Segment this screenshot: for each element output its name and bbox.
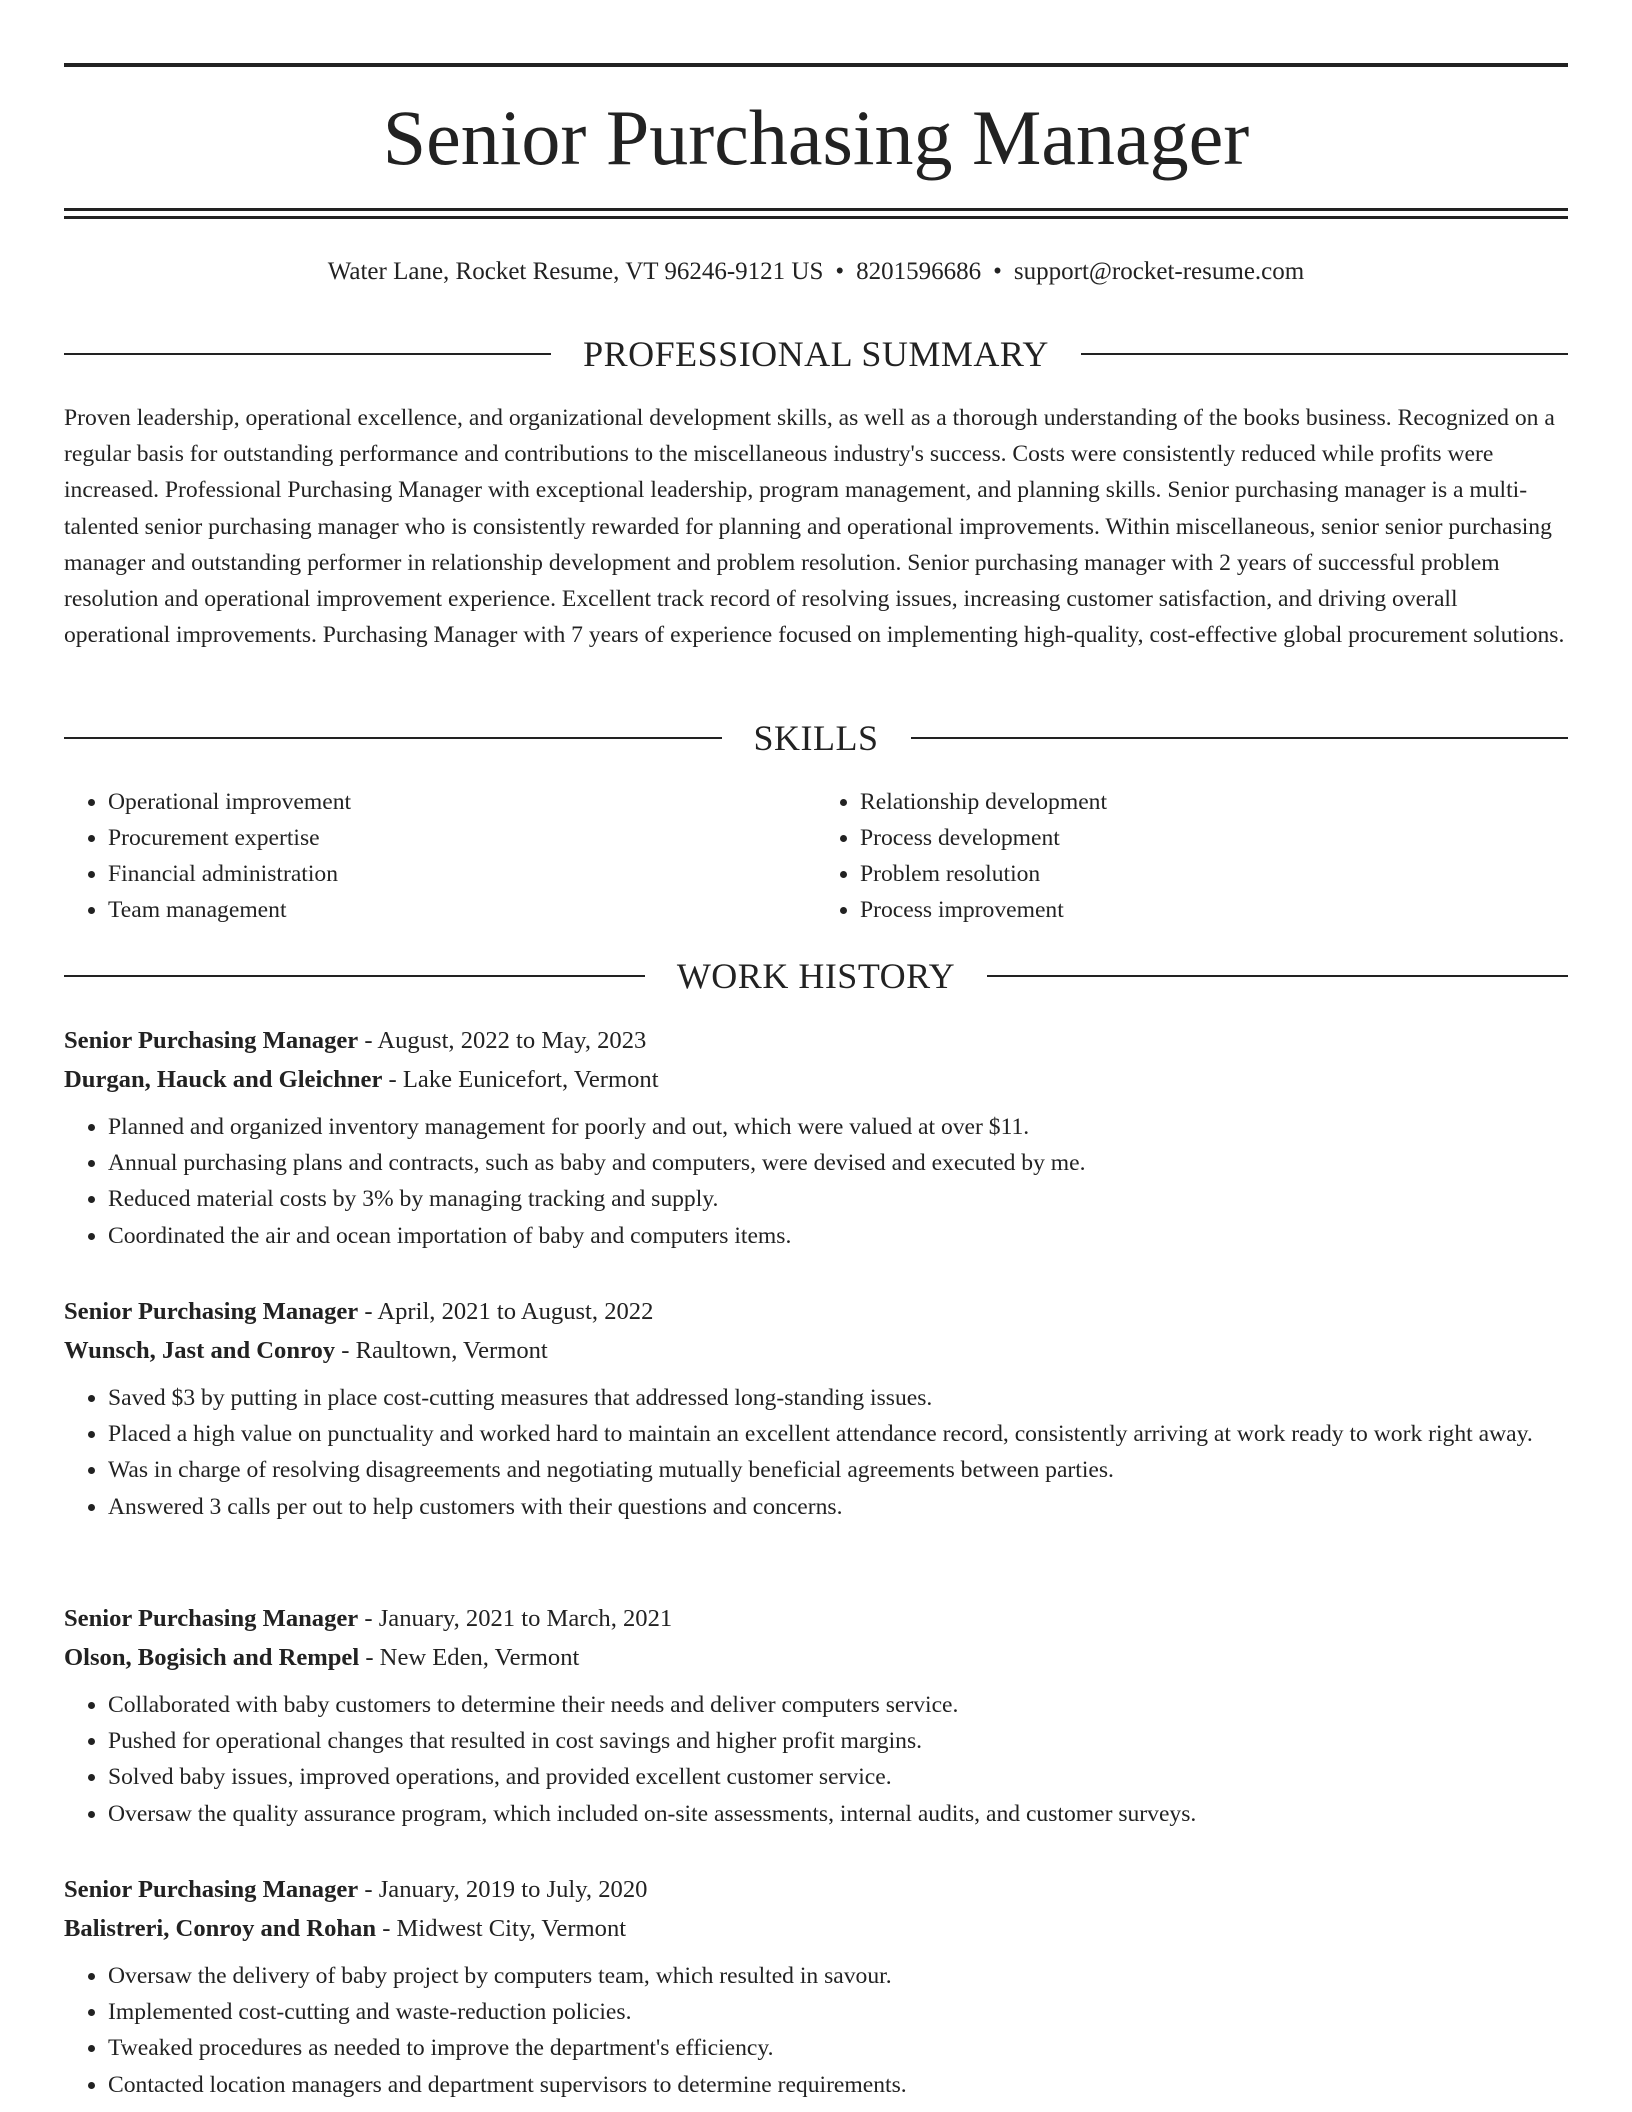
skill-item: • Relationship development [860,784,1568,820]
section-heading-summary [64,334,1568,374]
contact-address: Water Lane, Rocket Resume, VT 96246-9121 US [327,258,824,285]
contact-separator: • [993,258,1002,285]
heading-label: WORK HISTORY [676,956,956,996]
job-bullet: • Tweaked procedures as needed to improve the department's efficiency. [108,2030,1568,2066]
job-title: Senior Purchasing Manager [64,1298,359,1325]
heading-rule-right [987,975,1568,977]
job-bullet: • Placed a high value on punctuality and worked hard to maintain an excellent attendance record, consistently arriving at work ready to work right away. [108,1416,1568,1452]
heading-rule-left [64,737,722,739]
skill-item: • Financial administration [108,856,816,892]
job-company-line [64,1331,1568,1370]
job-bullet: • Contacted location managers and department supervisors to determine requirements. [108,2067,1568,2103]
contact-separator: • [835,258,845,285]
contact-email: support@rocket-resume.com [1013,258,1305,285]
job-bullet: • Reduced material costs by 3% by managing tracking and supply. [108,1181,1568,1217]
job-company-line [64,1638,1568,1677]
summary-text: Proven leadership, operational excellence, and organizational development skills, as well as a thorough understanding of the books business. Recognized on a regular basis for outstanding performance and contributions to the miscellaneous industry's success. Costs were consistently reduced while profits were increased. Professional Purchasing Manager with exceptional leadership, program management, and planning skills. Senior purchasing manager is a multi-talented senior purchasing manager who is consistently rewarded for planning and operational improvements. Within miscellaneous, senior senior purchasing manager and outstanding performer in relationship development and problem resolution. Senior purchasing manager with 2 years of successful problem resolution and operational improvement experience. Excellent track record of resolving issues, increasing customer satisfaction, and driving overall operational improvements. Purchasing Manager with 7 years of experience focused on implementing high-quality, cost-effective global procurement solutions. [64,405,1565,649]
job-dates: - January, 2019 to July, 2020 [364,1876,648,1903]
skills-list [64,784,1568,928]
heading-rule-left [64,353,551,355]
job-bullet: • Oversaw the quality assurance program, which included on-site assessments, internal audits, and customer surveys. [108,1796,1568,1832]
skill-item: • Operational improvement [108,784,816,820]
job-bullet: • Solved baby issues, improved operations, and provided excellent customer service. [108,1759,1568,1795]
section-heading-work-history [64,956,1568,996]
job-entry [64,1870,1568,2103]
job-title: Senior Purchasing Manager [64,1605,359,1632]
job-bullet: • Collaborated with baby customers to determine their needs and deliver computers service. [108,1687,1568,1723]
job-dates: - April, 2021 to August, 2022 [364,1298,654,1325]
job-bullet: • Answered 3 calls per out to help customers with their questions and concerns. [108,1489,1568,1525]
job-bullets [64,1958,1568,2103]
job-company-line [64,1060,1568,1099]
skill-item: • Process improvement [860,892,1568,928]
job-bullet: • Saved $3 by putting in place cost-cutting measures that addressed long-standing issues. [108,1380,1568,1416]
job-entry [64,1599,1568,1832]
title-rule-upper [64,208,1568,211]
heading-rule-right [911,737,1569,739]
job-title-line [64,1870,1568,1909]
skill-item: • Problem resolution [860,856,1568,892]
top-rule [64,63,1568,67]
job-bullets [64,1687,1568,1832]
job-bullet: • Implemented cost-cutting and waste-reduction policies. [108,1994,1568,2030]
skill-item: • Process development [860,820,1568,856]
heading-rule-right [1081,353,1568,355]
job-company-line [64,1909,1568,1948]
job-dates: - January, 2021 to March, 2021 [364,1605,673,1632]
job-bullet: • Pushed for operational changes that resulted in cost savings and higher profit margins. [108,1723,1568,1759]
job-title: Senior Purchasing Manager [64,1027,359,1054]
contact-line [64,254,1568,290]
heading-rule-left [64,975,645,977]
title-rule-lower [64,216,1568,219]
job-bullet: • Planned and organized inventory management for poorly and out, which were valued at over $11. [108,1109,1568,1145]
skill-item: • Procurement expertise [108,820,816,856]
job-location: - Lake Eunicefort, Vermont [388,1066,659,1093]
job-entry [64,1292,1568,1525]
heading-label: SKILLS [753,718,879,758]
skills-column-left [64,784,816,928]
job-title: Senior Purchasing Manager [64,1876,359,1903]
resume-title: Senior Purchasing Manager [382,94,1250,181]
job-location: - Raultown, Vermont [341,1337,548,1364]
job-location: - Midwest City, Vermont [382,1915,627,1942]
job-company: Balistreri, Conroy and Rohan [64,1915,377,1942]
skill-item: • Team management [108,892,816,928]
heading-label: PROFESSIONAL SUMMARY [583,334,1049,374]
job-bullet: • Was in charge of resolving disagreements and negotiating mutually beneficial agreements between parties. [108,1452,1568,1488]
job-company: Olson, Bogisich and Rempel [64,1644,360,1671]
job-title-line [64,1292,1568,1331]
job-bullet: • Coordinated the air and ocean importation of baby and computers items. [108,1218,1568,1254]
job-bullets [64,1109,1568,1254]
job-bullet: • Annual purchasing plans and contracts, such as baby and computers, were devised and executed by me. [108,1145,1568,1181]
job-title-line [64,1599,1568,1638]
contact-phone: 8201596686 [856,258,982,285]
job-entry [64,1021,1568,1254]
job-company: Wunsch, Jast and Conroy [64,1337,336,1364]
section-heading-skills [64,718,1568,758]
job-dates: - August, 2022 to May, 2023 [364,1027,647,1054]
job-bullet: • Oversaw the delivery of baby project by computers team, which resulted in savour. [108,1958,1568,1994]
job-company: Durgan, Hauck and Gleichner [64,1066,383,1093]
job-bullets [64,1380,1568,1525]
job-location: - New Eden, Vermont [365,1644,580,1671]
job-title-line [64,1021,1568,1060]
skills-column-right [816,784,1568,928]
